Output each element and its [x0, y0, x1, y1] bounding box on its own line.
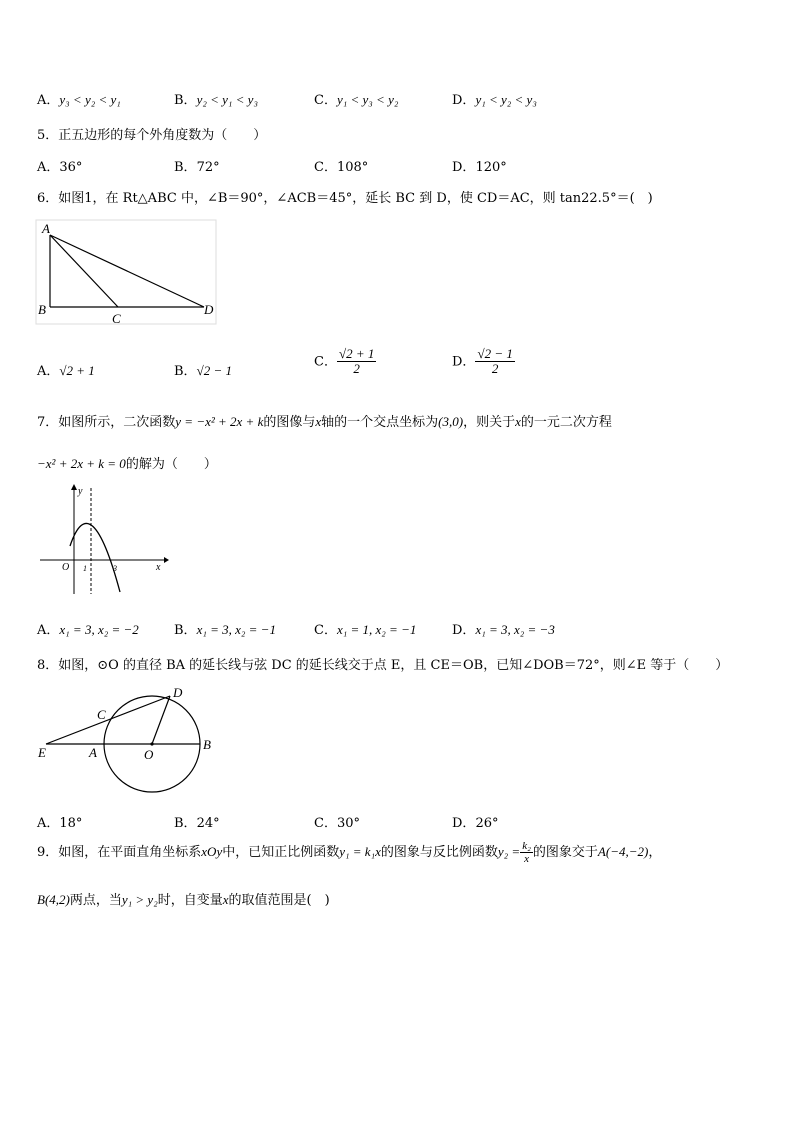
q7-label-1: 1 [83, 564, 87, 573]
q5-option-a: A．36° [37, 160, 83, 175]
q8-label-c: C [97, 707, 106, 722]
q4-option-d: D．y₁ < y₂ < y₃ [452, 92, 537, 108]
q7-option-a: A．x₁ = 3, x₂ = −2 [37, 622, 139, 638]
q7-option-c: C．x₁ = 1, x₂ = −1 [314, 622, 417, 638]
q7-label-o: O [62, 562, 70, 573]
q6-label-c: C [112, 311, 121, 326]
q5-option-b: B．72° [174, 160, 220, 175]
q8-label-o: O [144, 747, 154, 762]
q4-option-b: B．y₂ < y₁ < y₃ [174, 92, 258, 108]
q6-option-b: B．√2 − 1 [174, 363, 232, 379]
q7-label-x: x [156, 562, 161, 573]
q6-option-d: D． $\frac{√2 - 1}{2}$ [452, 346, 513, 377]
q7-option-b: B．x₁ = 3, x₂ = −1 [174, 622, 276, 638]
q8-option-b: B．24° [174, 816, 220, 831]
q8-label-a: A [89, 745, 97, 760]
q7-question: 7．如图所示，二次函数y = −x² + 2x + k的图像与x轴的一个交点坐标为(3,0)，则关于x的一元二次方程 [37, 414, 612, 430]
q4-option-a: A．y₃ < y₂ < y₁ [37, 92, 121, 108]
q7-label-y: y [78, 486, 83, 497]
q8-question: 8．如图，⊙O 的直径 BA 的延长线与弦 DC 的延长线交于点 E，且 CE＝OB，已知∠DOB＝72°，则∠E 等于（ ） [37, 658, 729, 673]
q6-option-c: C． $\frac{√2 + 1}{2}$ [314, 346, 375, 377]
q7-question-cont: −x² + 2x + k = 0的解为（ ） [37, 456, 217, 472]
q8-label-e: E [38, 745, 46, 760]
q5-question: 5．正五边形的每个外角度数为（ ） [37, 128, 267, 143]
q7-option-d: D．x₁ = 3, x₂ = −3 [452, 622, 555, 638]
q6-label-d: D [204, 302, 214, 317]
q8-label-d: D [173, 685, 183, 700]
q6-question: 6．如图1，在 Rt△ABC 中，∠B＝90°，∠ACB＝45°，延长 BC 到 D，使 CD＝AC，则 tan22.5°＝( ) [37, 191, 653, 206]
q8-option-a: A．18° [37, 816, 83, 831]
q8-option-c: C．30° [314, 816, 360, 831]
q6-option-a: A．√2 + 1 [37, 363, 95, 379]
q8-label-b: B [203, 737, 211, 752]
q5-option-d: D．120° [452, 160, 507, 175]
q5-option-c: C．108° [314, 160, 369, 175]
q6-label-b: B [38, 302, 46, 317]
q6-figure [36, 220, 218, 326]
q9-question-cont: B(4,2)两点，当y₁ > y₂时，自变量x的取值范围是( ) [37, 892, 330, 908]
q4-option-c: C．y₁ < y₃ < y₂ [314, 92, 399, 108]
q8-figure [36, 682, 226, 792]
q7-figure [38, 482, 168, 600]
q9-question: 9．如图，在平面直角坐标系xOy中，已知正比例函数y₁ = k₁x的图象与反比例函数y₂ = $\frac{\text{k₂}}{x}$ 的图象交于A(−4,−2)， [37, 840, 662, 866]
q6-label-a: A [42, 221, 50, 236]
q8-option-d: D．26° [452, 816, 499, 831]
q7-label-3: 3 [113, 564, 117, 573]
